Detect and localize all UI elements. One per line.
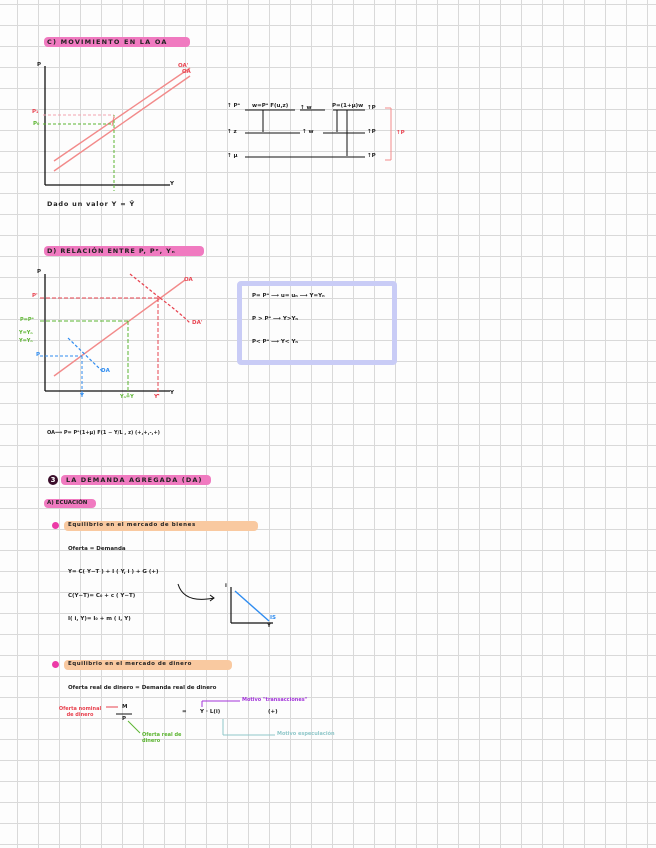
d-p-low-label: P <box>36 352 41 358</box>
chain-r1-arrow: ↑P <box>367 105 376 111</box>
money-eq-equal: = <box>182 709 187 715</box>
d-box-line2: P > Pᵉ ⟶ Y>Yₙ <box>252 316 298 322</box>
note-nominal: Oferta nominal de dinero <box>58 706 102 718</box>
money-eq-sign: (+) <box>268 709 278 715</box>
money-eq-rhs: Y · L(i) <box>200 709 221 715</box>
money-annotations <box>90 695 390 755</box>
section-d-title: D) RELACIÓN ENTRE P, Pᵉ, Yₙ <box>47 247 176 255</box>
section-3-title: LA DEMANDA AGREGADA (DA) <box>66 476 203 484</box>
bullet-money <box>52 661 59 668</box>
d-formula: OA⟹ P= Pᵉ(1+μ) F(1 − Y/L , z) (+,+,-,+) <box>47 430 160 436</box>
note-speculative: Motivo especulación <box>277 731 335 737</box>
chain-r1-left: ↑ Pᵉ <box>227 103 241 109</box>
note-transactions: Motivo "transacciones" <box>242 697 308 703</box>
d-y-prime-label: Y' <box>154 394 160 400</box>
d-y-eq-label: Y=Yₙ <box>19 330 33 336</box>
chain-r3-arrow: ↑P <box>367 153 376 159</box>
goods-title: Equilibrio en el mercado de bienes <box>68 522 196 528</box>
d-box-line1: P= Pᵉ ⟶ u= uₙ ⟶ Y=Yₙ <box>252 293 325 299</box>
d-da-prime-label: DA' <box>192 320 203 326</box>
chain-r2-arrow: ↑P <box>367 129 376 135</box>
d-da-label: DA <box>101 368 110 374</box>
c-x-axis-label: Y <box>170 181 174 187</box>
chain-bracket-label: ↑P <box>396 130 405 136</box>
d-p-prime-label: P' <box>32 293 38 299</box>
oa-line <box>54 280 185 376</box>
goods-line-0: Oferta = Demanda <box>68 546 126 552</box>
goods-line-3: I( i, Y)= I₀ + m ( i, Y) <box>68 616 131 622</box>
c-p1-label: P₁ <box>32 109 39 115</box>
d-x-axis-label: Y <box>170 390 174 396</box>
money-line: Oferta real de dinero = Demanda real de dinero <box>68 685 217 691</box>
money-eq-num: M <box>122 704 128 710</box>
is-mini-graph <box>225 585 285 635</box>
da-prime-curve <box>160 298 190 323</box>
d-box-line3: P< Pᵉ ⟶ Y< Yₙ <box>252 339 298 345</box>
chain-r2-left: ↑ z <box>227 129 237 135</box>
d-yn-label: Yₙ=Y <box>120 394 134 400</box>
section-3-number: 3 <box>48 475 58 485</box>
goods-line-1: Y= C( Y−T ) + I ( Y, i ) + G (+) <box>68 569 159 575</box>
money-title: Equilibrio en el mercado de dinero <box>68 661 192 667</box>
curved-arrow <box>170 580 230 610</box>
bullet-goods <box>52 522 59 529</box>
d-p-equal-label: P=Pᵉ <box>20 317 34 323</box>
is-curve <box>235 591 269 621</box>
chain-r2-mid: ↑ w <box>302 129 314 135</box>
c-oa-label: OA <box>182 69 191 75</box>
d-y-low-label: Y <box>80 393 84 399</box>
c-caption: Dado un valor Y = Ȳ <box>47 200 136 208</box>
section-3a-title: A) ECUACIÓN <box>47 500 88 506</box>
section-c-title: C) MOVIMIENTO EN LA OA <box>47 38 168 46</box>
da-prime-line <box>130 274 160 298</box>
section-c-chain <box>225 100 405 170</box>
section-d-graph <box>30 268 230 408</box>
is-y-axis-label: i <box>225 583 227 589</box>
chain-r3-left: ↑ μ <box>227 153 238 159</box>
da-line <box>68 338 102 371</box>
d-y-eq2-label: Y=Yₙ <box>19 338 33 344</box>
c-y-axis-label: P <box>37 62 42 68</box>
c-p0-label: P₀ <box>33 121 40 127</box>
is-x-axis-label: Y <box>267 623 271 629</box>
c-oa-prime-label: OA' <box>178 63 189 69</box>
d-y-axis-label: P <box>37 269 42 275</box>
chain-r1-mid2: ↑ w <box>300 105 312 111</box>
d-oa-label: OA <box>184 277 193 283</box>
money-eq-den: P <box>122 716 127 722</box>
note-real: Oferta real de dinero <box>142 732 182 744</box>
chain-r1-formula: P=(1+μ)w <box>332 103 364 109</box>
is-curve-label: IS <box>270 615 277 621</box>
section-c-graph <box>30 58 230 208</box>
chain-r1-mid: w=Pᵉ F(u,z) <box>252 103 289 109</box>
goods-line-2: C(Y−T)= C₀ + c ( Y−T) <box>68 593 136 599</box>
